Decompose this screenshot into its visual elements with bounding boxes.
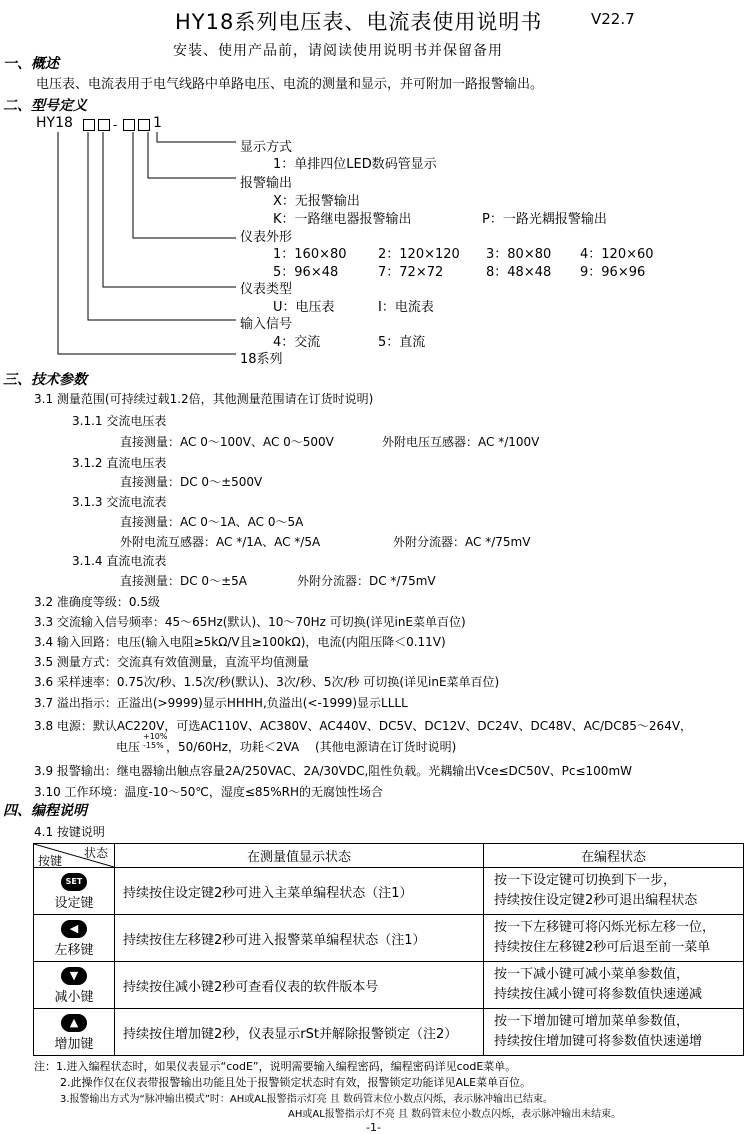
measure-desc: 持续按住设定键2秒可进入主菜单编程状态（注1） [115, 868, 484, 915]
version-label: V22.7 [591, 10, 635, 28]
model-value: X：无报警输出 [273, 194, 360, 209]
spec-line: 3.1 测量范围(可持续过载1.2倍，其他测量范围请在订货时说明) [34, 392, 374, 406]
spec-line: 3.3 交流输入信号频率：45～65Hz(默认)、10～70Hz 可切换(详见inE菜单百位) [34, 615, 466, 629]
spec-line: 3.6 采样速率：0.75次/秒、1.5次/秒(默认)、3次/秒、5次/秒 可切换(详见inE菜单百位) [34, 675, 500, 689]
model-value: K：一路继电器报警输出 [273, 212, 412, 227]
section-heading-overview: 一、概述 [3, 56, 59, 72]
model-value: 3：80×80 [486, 247, 552, 262]
program-desc-line: 持续按住设定键2秒可退出编程状态 [494, 893, 698, 908]
program-desc-line: 按一下增加键可增加菜单参数值， [494, 1014, 690, 1029]
program-desc-line: 持续按住增加键可将参数值快速递增 [494, 1034, 703, 1049]
spec-line: 3.9 报警输出：继电器输出触点容量2A/250VAC、2A/30VDC,阻性负载。光耦输出Vce≤DC50V、Pc≤100mW [34, 764, 632, 778]
section-heading-programming: 四、编程说明 [3, 803, 87, 819]
subsection-keys: 4.1 按键说明 [34, 825, 105, 839]
section-heading-model: 二、型号定义 [3, 98, 87, 114]
spec-line: 外附电压互感器：AC */100V [382, 435, 540, 449]
key-cell-up [34, 1009, 115, 1056]
overview-text: 电压表、电流表用于电气线路中单路电压、电流的测量和显示，并可附加一路报警输出。 [36, 77, 544, 92]
model-suffix: 1 [153, 115, 162, 131]
model-tree-lines [0, 0, 750, 370]
table-corner-cell [34, 844, 115, 868]
model-value: 1：160×80 [273, 247, 347, 262]
table-row [34, 868, 744, 915]
program-desc [484, 1009, 744, 1056]
col-header-measure: 在测量值显示状态 [115, 844, 484, 868]
measure-desc: 持续按住增加键2秒，仪表显示rSt并解除报警锁定（注2） [115, 1009, 484, 1056]
program-desc-line: 按一下减小键可减小菜单参数值， [494, 967, 690, 982]
spec-line: 3.4 输入回路：电压(输入电阻≥5kΩ/V且≥100kΩ)，电流(内阻压降＜0.11V) [34, 635, 446, 649]
page-title: HY18系列电压表、电流表使用说明书 [175, 10, 543, 34]
model-value: 5：直流 [378, 335, 426, 350]
spec-line: 直接测量：DC 0～±500V [120, 475, 263, 489]
spec-subscript: -15% [143, 741, 164, 750]
note-line: 2.此操作仅在仪表带报警输出功能且处于报警锁定状态时有效，报警锁定功能详见ALE菜单百位。 [60, 1076, 532, 1089]
model-label-shape: 仪表外形 [240, 230, 293, 245]
spec-line: 3.10 工作环境：温度-10～50℃，湿度≤85%RH的无腐蚀性场合 [34, 785, 383, 799]
spec-line: 直接测量：DC 0～±5A [120, 574, 247, 588]
model-label-display: 显示方式 [240, 140, 293, 155]
key-label: 设定键 [54, 896, 94, 911]
spec-line: 外附电流互感器：AC */1A、AC */5A [120, 535, 321, 549]
program-desc [484, 868, 744, 915]
note-line: 3.报警输出方式为“脉冲输出模式”时：AH或AL报警指示灯亮 且 数码管末位小数点闪烁，表示脉冲输出已结束。 [60, 1094, 554, 1105]
model-value: 2：120×120 [378, 247, 460, 262]
spec-line: 3.1.3 交流电流表 [72, 495, 167, 509]
corner-state-label: 状态 [84, 846, 109, 860]
model-value: U：电压表 [273, 300, 335, 315]
spec-line: 3.1.2 直流电压表 [72, 456, 167, 470]
spec-line: 直接测量：AC 0～1A、AC 0～5A [120, 515, 304, 529]
model-value: 5：96×48 [273, 265, 339, 280]
spec-line: 3.1.1 交流电压表 [72, 414, 167, 428]
model-value: 4：交流 [273, 335, 321, 350]
subtitle: 安装、使用产品前，请阅读使用说明书并保留备用 [173, 43, 503, 59]
spec-line: ，50/60Hz，功耗＜2VA (其他电源请在订货时说明) [166, 740, 457, 754]
table-row [34, 962, 744, 1009]
key-cell-set [34, 868, 115, 915]
key-label: 增加键 [54, 1037, 94, 1052]
model-label-series: 18系列 [240, 352, 283, 367]
spec-line: 3.1.4 直流电流表 [72, 554, 167, 568]
key-table [33, 843, 744, 1056]
spec-line: 3.8 电源：默认AC220V，可选AC110V、AC380V、AC440V、DC5V、DC12V、DC24V、DC48V、AC/DC85～264V， [34, 719, 693, 733]
spec-line: 电压 [116, 740, 141, 754]
program-desc-line: 按一下左移键可将闪烁光标左移一位， [494, 920, 716, 935]
spec-line: 3.7 溢出指示：正溢出(>9999)显示HHHH,负溢出(<-1999)显示LLLL [34, 696, 408, 710]
model-dash: - [113, 118, 118, 132]
left-arrow-icon: ◀ [61, 920, 87, 938]
model-value: 4：120×60 [580, 247, 654, 262]
program-desc-line: 持续按住左移键2秒可后退至前一菜单 [494, 940, 711, 955]
model-value: 8：48×48 [486, 265, 552, 280]
program-desc [484, 915, 744, 962]
down-arrow-icon: ▼ [61, 967, 87, 985]
spec-line: 直接测量：AC 0～100V、AC 0～500V [120, 435, 334, 449]
up-arrow-icon: ▲ [61, 1014, 87, 1032]
section-heading-spec: 三、技术参数 [3, 372, 87, 388]
col-header-program: 在编程状态 [484, 844, 744, 868]
table-header-row [34, 844, 744, 868]
model-value: I：电流表 [378, 300, 434, 315]
program-desc [484, 962, 744, 1009]
model-value: P：一路光耦报警输出 [482, 212, 607, 227]
spec-line: 外附分流器：DC */75mV [297, 574, 436, 588]
key-label: 左移键 [54, 943, 94, 958]
note-line: 注：1.进入编程状态时，如果仪表显示“codE”，说明需要输入编程密码，编程密码详见codE菜单。 [34, 1060, 517, 1073]
corner-key-label: 按键 [38, 854, 63, 868]
model-code: HY18 [36, 115, 73, 131]
set-key-icon: SET [61, 873, 87, 891]
page-number: -1- [366, 1121, 381, 1134]
key-cell-left [34, 915, 115, 962]
model-label-type: 仪表类型 [240, 282, 293, 297]
model-value: 9：96×96 [580, 265, 646, 280]
program-desc-line: 按一下设定键可切换到下一步， [494, 873, 677, 888]
measure-desc: 持续按住减小键2秒可查看仪表的软件版本号 [115, 962, 484, 1009]
program-desc-line: 持续按住减小键可将参数值快速递减 [494, 987, 703, 1002]
table-row [34, 915, 744, 962]
model-value: 1：单排四位LED数码管显示 [273, 157, 437, 172]
model-label-input: 输入信号 [240, 317, 293, 332]
note-line: AH或AL报警指示灯不亮 且 数码管末位小数点闪烁，表示脉冲输出未结束。 [288, 1109, 622, 1120]
key-cell-down [34, 962, 115, 1009]
spec-line: 3.2 准确度等级：0.5级 [34, 595, 160, 609]
spec-superscript: +10% [143, 732, 168, 741]
model-value: 7：72×72 [378, 265, 444, 280]
key-label: 减小键 [54, 990, 94, 1005]
table-row [34, 1009, 744, 1056]
measure-desc: 持续按住左移键2秒可进入报警菜单编程状态（注1） [115, 915, 484, 962]
spec-line: 3.5 测量方式：交流真有效值测量，直流平均值测量 [34, 655, 309, 669]
spec-line: 外附分流器：AC */75mV [393, 535, 531, 549]
model-label-alarm: 报警输出 [240, 176, 293, 191]
